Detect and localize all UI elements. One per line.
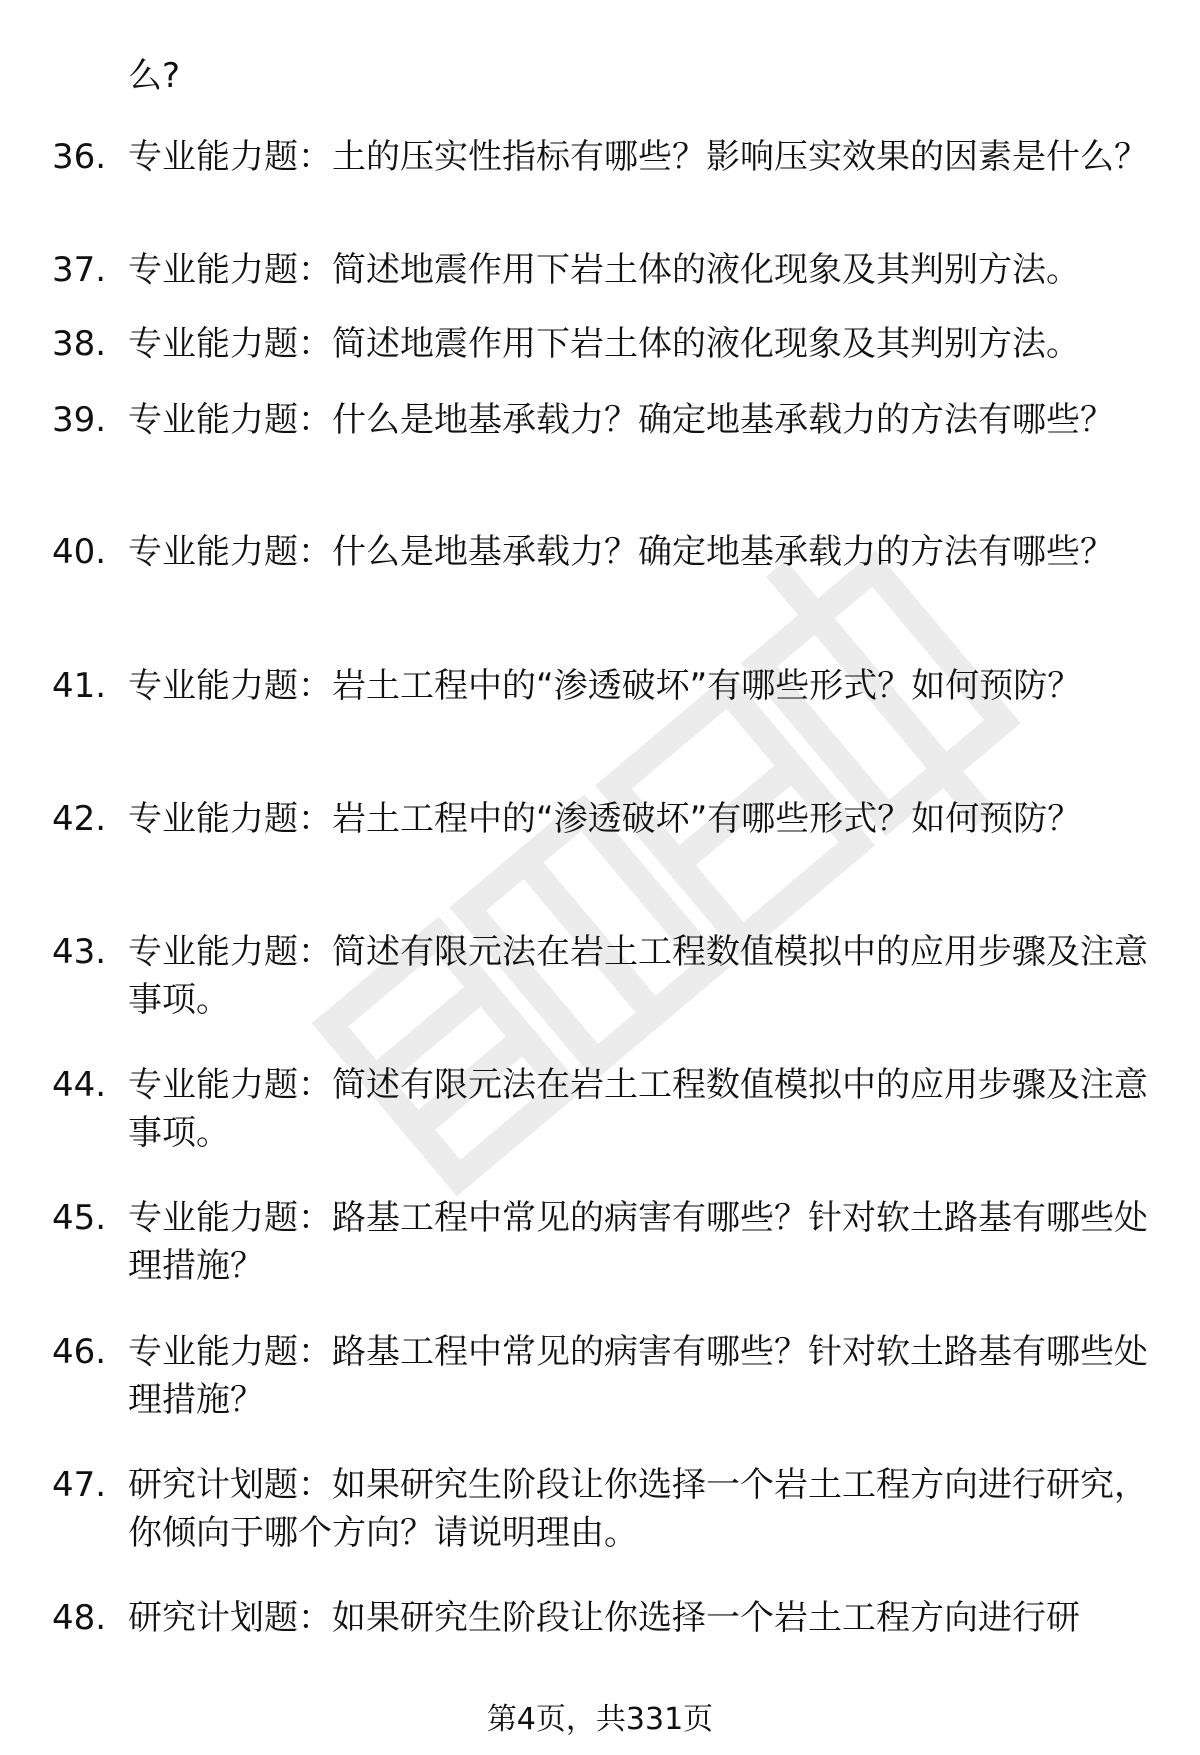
item-number: 41. [52,666,107,706]
list-item [52,662,1152,710]
item-number: 40. [52,532,107,572]
list-item [52,1594,1152,1642]
list-item [52,1194,1152,1290]
list-item [52,1328,1152,1424]
list-item [52,1061,1152,1157]
item-text: 专业能力题：路基工程中常见的病害有哪些？针对软土路基有哪些处理措施？ [128,1332,1148,1420]
item-number: 44. [52,1065,107,1105]
page-footer: 第4页，共331页 [486,1702,714,1737]
item-text: 专业能力题：岩土工程中的“渗透破坏”有哪些形式？如何预防？ [128,666,1082,706]
continued-line: 么? [128,56,181,96]
item-text: 专业能力题：土的压实性指标有哪些？影响压实效果的因素是什么？ [128,137,1148,177]
item-number: 43. [52,932,107,972]
item-number: 46. [52,1332,107,1372]
item-number: 42. [52,799,107,839]
item-number: 39. [52,400,107,440]
item-text: 专业能力题：路基工程中常见的病害有哪些？针对软土路基有哪些处理措施？ [128,1198,1148,1286]
item-text: 研究计划题：如果研究生阶段让你选择一个岩土工程方向进行研 [128,1598,1080,1638]
list-item [52,795,1152,843]
item-number: 48. [52,1598,107,1638]
item-text: 专业能力题：简述有限元法在岩土工程数值模拟中的应用步骤及注意事项。 [128,1065,1148,1153]
list-item [52,928,1152,1024]
item-number: 45. [52,1198,107,1238]
list-item [52,133,1152,181]
list-item [52,528,1152,576]
item-text: 专业能力题：简述地震作用下岩土体的液化现象及其判别方法。 [128,250,1080,290]
item-number: 36. [52,137,107,177]
item-text: 专业能力题：简述地震作用下岩土体的液化现象及其判别方法。 [128,324,1080,364]
list-item [52,246,1152,294]
list-item [52,1461,1152,1557]
item-number: 38. [52,324,107,364]
item-text: 研究计划题：如果研究生阶段让你选择一个岩土工程方向进行研究，你倾向于哪个方向？请说明理由。 [128,1465,1148,1553]
item-number: 47. [52,1465,107,1505]
item-text: 专业能力题：什么是地基承载力？确定地基承载力的方法有哪些？ [128,400,1114,440]
item-text: 专业能力题：什么是地基承载力？确定地基承载力的方法有哪些？ [128,532,1114,572]
item-text: 专业能力题：岩土工程中的“渗透破坏”有哪些形式？如何预防？ [128,799,1082,839]
list-item [52,320,1152,368]
item-text: 专业能力题：简述有限元法在岩土工程数值模拟中的应用步骤及注意事项。 [128,932,1148,1020]
list-item [52,396,1152,444]
item-number: 37. [52,250,107,290]
